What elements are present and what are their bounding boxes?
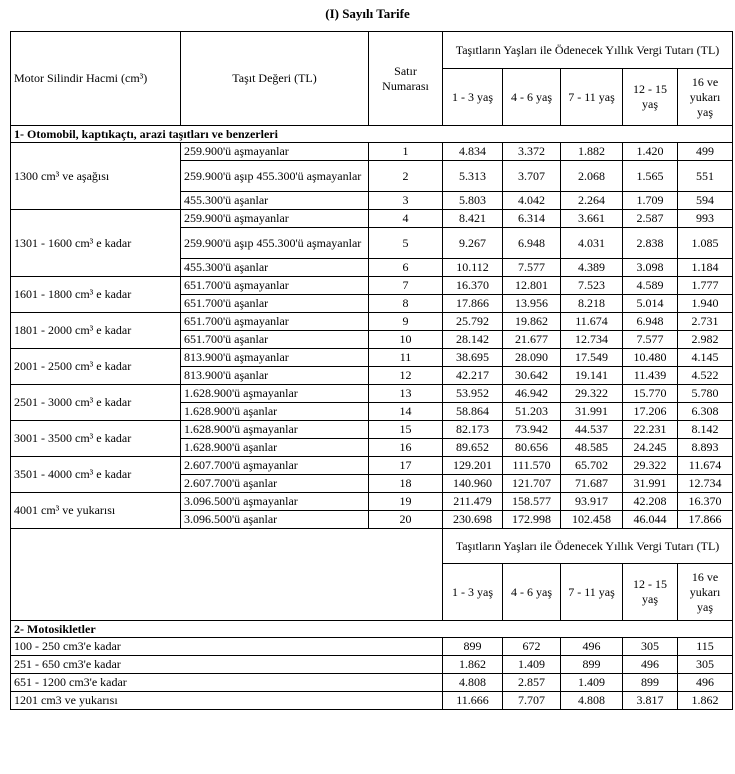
tax-amount-cell: 80.656 xyxy=(503,439,561,457)
tax-group-header: Taşıtların Yaşları ile Ödenecek Yıllık Vergi Tutarı (TL) xyxy=(443,32,733,69)
engine-capacity-cell: 1300 cm³ ve aşağısı xyxy=(11,143,181,210)
engine-capacity-cell: 3001 - 3500 cm³ e kadar xyxy=(11,421,181,457)
tax-amount-cell: 19.862 xyxy=(503,313,561,331)
tax-amount-cell: 1.862 xyxy=(443,656,503,674)
tax-amount-cell: 44.537 xyxy=(561,421,623,439)
age-column-header: 4 - 6 yaş xyxy=(503,564,561,621)
tax-amount-cell: 6.948 xyxy=(623,313,678,331)
tax-amount-cell: 551 xyxy=(678,161,733,192)
tax-amount-cell: 305 xyxy=(678,656,733,674)
tax-amount-cell: 58.864 xyxy=(443,403,503,421)
engine-capacity-cell: 4001 cm³ ve yukarısı xyxy=(11,493,181,529)
age-column-header: 1 - 3 yaş xyxy=(443,564,503,621)
tax-amount-cell: 129.201 xyxy=(443,457,503,475)
tax-amount-cell: 2.838 xyxy=(623,228,678,259)
tax-amount-cell: 1.409 xyxy=(503,656,561,674)
tax-amount-cell: 115 xyxy=(678,638,733,656)
tax-amount-cell: 11.674 xyxy=(678,457,733,475)
vehicle-value-cell: 455.300'ü aşanlar xyxy=(181,259,369,277)
tax-amount-cell: 899 xyxy=(443,638,503,656)
tax-amount-cell: 11.439 xyxy=(623,367,678,385)
tax-amount-cell: 1.940 xyxy=(678,295,733,313)
vehicle-value-cell: 651.700'ü aşanlar xyxy=(181,331,369,349)
vehicle-value-cell: 651.700'ü aşanlar xyxy=(181,295,369,313)
tax-amount-cell: 2.731 xyxy=(678,313,733,331)
tax-amount-cell: 11.674 xyxy=(561,313,623,331)
row-number-cell: 12 xyxy=(369,367,443,385)
section-title: 2- Motosikletler xyxy=(11,621,733,638)
tax-amount-cell: 3.707 xyxy=(503,161,561,192)
tax-amount-cell: 42.208 xyxy=(623,493,678,511)
table-row xyxy=(11,638,733,656)
tax-amount-cell: 17.866 xyxy=(443,295,503,313)
tax-amount-cell: 4.389 xyxy=(561,259,623,277)
tax-amount-cell: 31.991 xyxy=(623,475,678,493)
tax-amount-cell: 121.707 xyxy=(503,475,561,493)
tax-amount-cell: 4.834 xyxy=(443,143,503,161)
tax-amount-cell: 4.589 xyxy=(623,277,678,295)
blank-header-cell xyxy=(11,529,443,621)
vehicle-value-cell: 2.607.700'ü aşanlar xyxy=(181,475,369,493)
engine-column-header: Motor Silindir Hacmi (cm³) xyxy=(11,32,181,126)
row-number-cell: 19 xyxy=(369,493,443,511)
tax-amount-cell: 65.702 xyxy=(561,457,623,475)
tax-amount-cell: 82.173 xyxy=(443,421,503,439)
tax-amount-cell: 496 xyxy=(678,674,733,692)
tax-amount-cell: 89.652 xyxy=(443,439,503,457)
tax-amount-cell: 12.734 xyxy=(561,331,623,349)
tax-amount-cell: 12.801 xyxy=(503,277,561,295)
document-title: (I) Sayılı Tarife xyxy=(325,6,410,21)
engine-capacity-cell: 2501 - 3000 cm³ e kadar xyxy=(11,385,181,421)
engine-capacity-cell: 1301 - 1600 cm³ e kadar xyxy=(11,210,181,277)
vehicle-value-cell: 259.900'ü aşmayanlar xyxy=(181,210,369,228)
tax-amount-cell: 8.142 xyxy=(678,421,733,439)
tax-amount-cell: 21.677 xyxy=(503,331,561,349)
tax-amount-cell: 1.709 xyxy=(623,192,678,210)
age-column-header: 12 - 15 yaş xyxy=(623,564,678,621)
tax-amount-cell: 102.458 xyxy=(561,511,623,529)
row-number-cell: 20 xyxy=(369,511,443,529)
tax-amount-cell: 140.960 xyxy=(443,475,503,493)
vehicle-value-cell: 259.900'ü aşmayanlar xyxy=(181,143,369,161)
tax-amount-cell: 30.642 xyxy=(503,367,561,385)
table-row xyxy=(11,277,733,295)
tax-amount-cell: 3.817 xyxy=(623,692,678,710)
tax-amount-cell: 305 xyxy=(623,638,678,656)
engine-capacity-cell: 1601 - 1800 cm³ e kadar xyxy=(11,277,181,313)
engine-capacity-cell: 1201 cm3 ve yukarısı xyxy=(11,692,443,710)
table-row xyxy=(11,143,733,161)
table-row xyxy=(11,692,733,710)
tax-amount-cell: 8.421 xyxy=(443,210,503,228)
tax-amount-cell: 71.687 xyxy=(561,475,623,493)
age-column-header: 4 - 6 yaş xyxy=(503,69,561,126)
table-row xyxy=(11,421,733,439)
row-number-cell: 5 xyxy=(369,228,443,259)
tax-amount-cell: 29.322 xyxy=(561,385,623,403)
tax-amount-cell: 16.370 xyxy=(443,277,503,295)
row-number-cell: 6 xyxy=(369,259,443,277)
row-number-cell: 13 xyxy=(369,385,443,403)
tax-amount-cell: 22.231 xyxy=(623,421,678,439)
age-column-header: 7 - 11 yaş xyxy=(561,69,623,126)
tax-amount-cell: 4.031 xyxy=(561,228,623,259)
engine-capacity-cell: 1801 - 2000 cm³ e kadar xyxy=(11,313,181,349)
engine-capacity-cell: 100 - 250 cm3'e kadar xyxy=(11,638,443,656)
tax-amount-cell: 12.734 xyxy=(678,475,733,493)
engine-capacity-cell: 251 - 650 cm3'e kadar xyxy=(11,656,443,674)
tax-amount-cell: 46.044 xyxy=(623,511,678,529)
table-row xyxy=(11,210,733,228)
vehicle-value-cell: 1.628.900'ü aşanlar xyxy=(181,439,369,457)
row-number-cell: 9 xyxy=(369,313,443,331)
tax-amount-cell: 1.862 xyxy=(678,692,733,710)
tax-amount-cell: 1.777 xyxy=(678,277,733,295)
tax-amount-cell: 499 xyxy=(678,143,733,161)
tax-amount-cell: 672 xyxy=(503,638,561,656)
vehicle-value-cell: 651.700'ü aşmayanlar xyxy=(181,277,369,295)
tax-amount-cell: 51.203 xyxy=(503,403,561,421)
tax-amount-cell: 2.982 xyxy=(678,331,733,349)
row-number-cell: 17 xyxy=(369,457,443,475)
tax-amount-cell: 8.218 xyxy=(561,295,623,313)
tax-group-header: Taşıtların Yaşları ile Ödenecek Yıllık Vergi Tutarı (TL) xyxy=(443,529,733,564)
age-column-header: 12 - 15 yaş xyxy=(623,69,678,126)
table-row xyxy=(11,674,733,692)
tax-amount-cell: 16.370 xyxy=(678,493,733,511)
row-number-cell: 2 xyxy=(369,161,443,192)
age-column-header: 16 ve yukarı yaş xyxy=(678,564,733,621)
tax-amount-cell: 11.666 xyxy=(443,692,503,710)
tax-amount-cell: 2.264 xyxy=(561,192,623,210)
tax-amount-cell: 5.803 xyxy=(443,192,503,210)
table-row xyxy=(11,493,733,511)
tax-amount-cell: 5.780 xyxy=(678,385,733,403)
row-number-cell: 11 xyxy=(369,349,443,367)
tax-amount-cell: 4.042 xyxy=(503,192,561,210)
tax-amount-cell: 13.956 xyxy=(503,295,561,313)
tax-amount-cell: 3.661 xyxy=(561,210,623,228)
tax-amount-cell: 1.565 xyxy=(623,161,678,192)
engine-capacity-cell: 651 - 1200 cm3'e kadar xyxy=(11,674,443,692)
tax-amount-cell: 4.808 xyxy=(443,674,503,692)
tax-amount-cell: 3.372 xyxy=(503,143,561,161)
vehicle-value-cell: 1.628.900'ü aşanlar xyxy=(181,403,369,421)
table-row xyxy=(11,385,733,403)
tax-amount-cell: 6.314 xyxy=(503,210,561,228)
tax-amount-cell: 17.866 xyxy=(678,511,733,529)
vehicle-value-cell: 3.096.500'ü aşanlar xyxy=(181,511,369,529)
row-number-cell: 10 xyxy=(369,331,443,349)
engine-capacity-cell: 2001 - 2500 cm³ e kadar xyxy=(11,349,181,385)
tax-amount-cell: 10.112 xyxy=(443,259,503,277)
tax-amount-cell: 172.998 xyxy=(503,511,561,529)
table-row xyxy=(11,457,733,475)
vehicle-value-cell: 1.628.900'ü aşmayanlar xyxy=(181,421,369,439)
tax-amount-cell: 3.098 xyxy=(623,259,678,277)
row-number-cell: 8 xyxy=(369,295,443,313)
tax-amount-cell: 17.206 xyxy=(623,403,678,421)
row-number-cell: 7 xyxy=(369,277,443,295)
tax-amount-cell: 24.245 xyxy=(623,439,678,457)
tax-amount-cell: 19.141 xyxy=(561,367,623,385)
age-column-header: 1 - 3 yaş xyxy=(443,69,503,126)
tax-amount-cell: 1.420 xyxy=(623,143,678,161)
tax-amount-cell: 230.698 xyxy=(443,511,503,529)
tax-amount-cell: 2.587 xyxy=(623,210,678,228)
tax-amount-cell: 4.808 xyxy=(561,692,623,710)
tax-amount-cell: 1.882 xyxy=(561,143,623,161)
row-number-cell: 1 xyxy=(369,143,443,161)
tax-amount-cell: 1.409 xyxy=(561,674,623,692)
row-number-cell: 4 xyxy=(369,210,443,228)
tax-amount-cell: 93.917 xyxy=(561,493,623,511)
row-number-cell: 3 xyxy=(369,192,443,210)
vehicle-value-cell: 813.900'ü aşanlar xyxy=(181,367,369,385)
vehicle-value-cell: 651.700'ü aşmayanlar xyxy=(181,313,369,331)
tax-amount-cell: 7.707 xyxy=(503,692,561,710)
tax-amount-cell: 2.068 xyxy=(561,161,623,192)
tax-amount-cell: 211.479 xyxy=(443,493,503,511)
tax-amount-cell: 28.142 xyxy=(443,331,503,349)
age-column-header: 16 ve yukarı yaş xyxy=(678,69,733,126)
tax-amount-cell: 158.577 xyxy=(503,493,561,511)
vehicle-value-cell: 455.300'ü aşanlar xyxy=(181,192,369,210)
tax-amount-cell: 496 xyxy=(561,638,623,656)
vehicle-value-cell: 259.900'ü aşıp 455.300'ü aşmayanlar xyxy=(181,161,369,192)
tax-amount-cell: 73.942 xyxy=(503,421,561,439)
value-column-header: Taşıt Değeri (TL) xyxy=(181,32,369,126)
tax-amount-cell: 10.480 xyxy=(623,349,678,367)
tax-amount-cell: 15.770 xyxy=(623,385,678,403)
tax-amount-cell: 4.522 xyxy=(678,367,733,385)
tax-amount-cell: 111.570 xyxy=(503,457,561,475)
tax-amount-cell: 9.267 xyxy=(443,228,503,259)
tax-amount-cell: 7.523 xyxy=(561,277,623,295)
vehicle-value-cell: 259.900'ü aşıp 455.300'ü aşmayanlar xyxy=(181,228,369,259)
tax-amount-cell: 1.184 xyxy=(678,259,733,277)
row-number-cell: 14 xyxy=(369,403,443,421)
tariff-table xyxy=(10,31,733,710)
tax-amount-cell: 1.085 xyxy=(678,228,733,259)
tax-amount-cell: 496 xyxy=(623,656,678,674)
tax-amount-cell: 5.014 xyxy=(623,295,678,313)
tax-amount-cell: 2.857 xyxy=(503,674,561,692)
tax-amount-cell: 8.893 xyxy=(678,439,733,457)
tax-amount-cell: 38.695 xyxy=(443,349,503,367)
tax-amount-cell: 594 xyxy=(678,192,733,210)
row-number-cell: 18 xyxy=(369,475,443,493)
engine-capacity-cell: 3501 - 4000 cm³ e kadar xyxy=(11,457,181,493)
tax-amount-cell: 7.577 xyxy=(503,259,561,277)
vehicle-value-cell: 2.607.700'ü aşmayanlar xyxy=(181,457,369,475)
tax-amount-cell: 53.952 xyxy=(443,385,503,403)
table-row xyxy=(11,656,733,674)
age-column-header: 7 - 11 yaş xyxy=(561,564,623,621)
tax-amount-cell: 899 xyxy=(561,656,623,674)
tax-amount-cell: 25.792 xyxy=(443,313,503,331)
vehicle-value-cell: 813.900'ü aşmayanlar xyxy=(181,349,369,367)
tax-amount-cell: 4.145 xyxy=(678,349,733,367)
tax-amount-cell: 46.942 xyxy=(503,385,561,403)
tax-amount-cell: 5.313 xyxy=(443,161,503,192)
row-number-cell: 16 xyxy=(369,439,443,457)
tax-amount-cell: 7.577 xyxy=(623,331,678,349)
tax-amount-cell: 29.322 xyxy=(623,457,678,475)
tax-amount-cell: 6.948 xyxy=(503,228,561,259)
section-title: 1- Otomobil, kaptıkaçtı, arazi taşıtları ve benzerleri xyxy=(11,126,733,143)
vehicle-value-cell: 3.096.500'ü aşmayanlar xyxy=(181,493,369,511)
row-number-column-header: Satır Numarası xyxy=(369,32,443,126)
header-row xyxy=(11,32,733,69)
tax-amount-cell: 31.991 xyxy=(561,403,623,421)
tax-amount-cell: 993 xyxy=(678,210,733,228)
tax-amount-cell: 42.217 xyxy=(443,367,503,385)
row-number-cell: 15 xyxy=(369,421,443,439)
table-row xyxy=(11,313,733,331)
tax-amount-cell: 6.308 xyxy=(678,403,733,421)
table-row xyxy=(11,349,733,367)
tax-amount-cell: 17.549 xyxy=(561,349,623,367)
tax-amount-cell: 48.585 xyxy=(561,439,623,457)
tax-amount-cell: 28.090 xyxy=(503,349,561,367)
tax-amount-cell: 899 xyxy=(623,674,678,692)
vehicle-value-cell: 1.628.900'ü aşmayanlar xyxy=(181,385,369,403)
